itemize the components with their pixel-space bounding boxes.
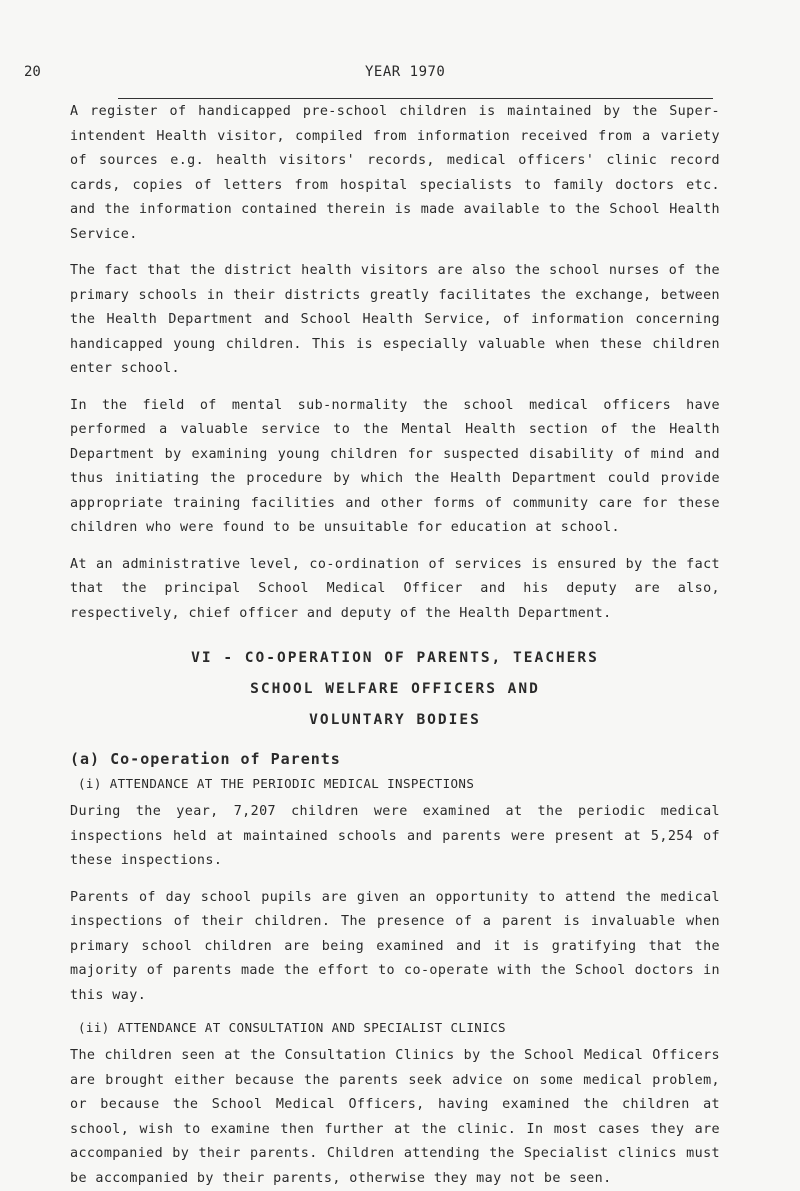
item-heading-consultation-clinics: (ii) ATTENDANCE AT CONSULTATION AND SPECIALIST CLINICS xyxy=(78,1020,506,1035)
section-heading-line-2: SCHOOL WELFARE OFFICERS AND xyxy=(250,681,540,697)
page-body xyxy=(70,100,720,1191)
item-heading-periodic-inspections: (i) ATTENDANCE AT THE PERIODIC MEDICAL INSPECTIONS xyxy=(78,776,475,791)
paragraph-administrative: At an administrative level, co-ordination of services is ensured by the fact that the principal School Medical Officer and his deputy are also, respectively, chief officer and deputy of the Health Department. xyxy=(70,556,720,621)
page-number: 20 xyxy=(24,64,41,80)
paragraph-health-visitors: The fact that the district health visitors are also the school nurses of the primary schools in their districts greatly facilitates the exchange, between the Health Department and School Health Service, of information concerning handicapped young children. This is especially valuable when these children enter school. xyxy=(70,263,720,376)
section-heading xyxy=(70,643,720,736)
subsection-title: (a) Co-operation of Parents xyxy=(70,750,341,768)
header-rule xyxy=(118,98,713,99)
paragraph-register: A register of handicapped pre-school children is maintained by the Super-intendent Health visitor, compiled from information received from a variety of sources e.g. health visitors' records, medical officers' clinic record cards, copies of letters from hospital specialists to family doctors etc. and the information contained therein is made available to the School Health Service. xyxy=(70,104,720,242)
paragraph-during-the-year: During the year, 7,207 children were examined at the periodic medical inspections held at maintained schools and parents were present at 5,254 of these inspections. xyxy=(70,804,720,868)
paragraph-parents-day-school: Parents of day school pupils are given an opportunity to attend the medical inspections of their children. The presence of a parent is invaluable when primary school children are being examined and it is gratifying that the majority of parents made the effort to co-operate with the School doctors in this way. xyxy=(70,889,720,1003)
paragraph-mental-subnormality: In the field of mental sub-normality the school medical officers have performed a valuable service to the Mental Health section of the Health Department by examining young children for suspected disability of mind and thus initiating the procedure by which the Health Department could provide appropriate training facilities and other forms of community care for these children who were found to be unsuitable for education at school. xyxy=(70,397,720,535)
running-title: YEAR 1970 xyxy=(365,64,446,80)
section-heading-line-3: VOLUNTARY BODIES xyxy=(309,712,481,728)
paragraph-consultation-clinics: The children seen at the Consultation Clinics by the School Medical Officers are brought either because the parents seek advice on some medical problem, or because the School Medical Officers, having examined the children at school, wish to examine then further at the clinic. In most cases they are accompanied by their parents. Children attending the Specialist clinics must be accompanied by their parents, otherwise they may not be seen. xyxy=(70,1048,720,1186)
section-heading-line-1: VI - CO-OPERATION OF PARENTS, TEACHERS xyxy=(191,650,599,666)
